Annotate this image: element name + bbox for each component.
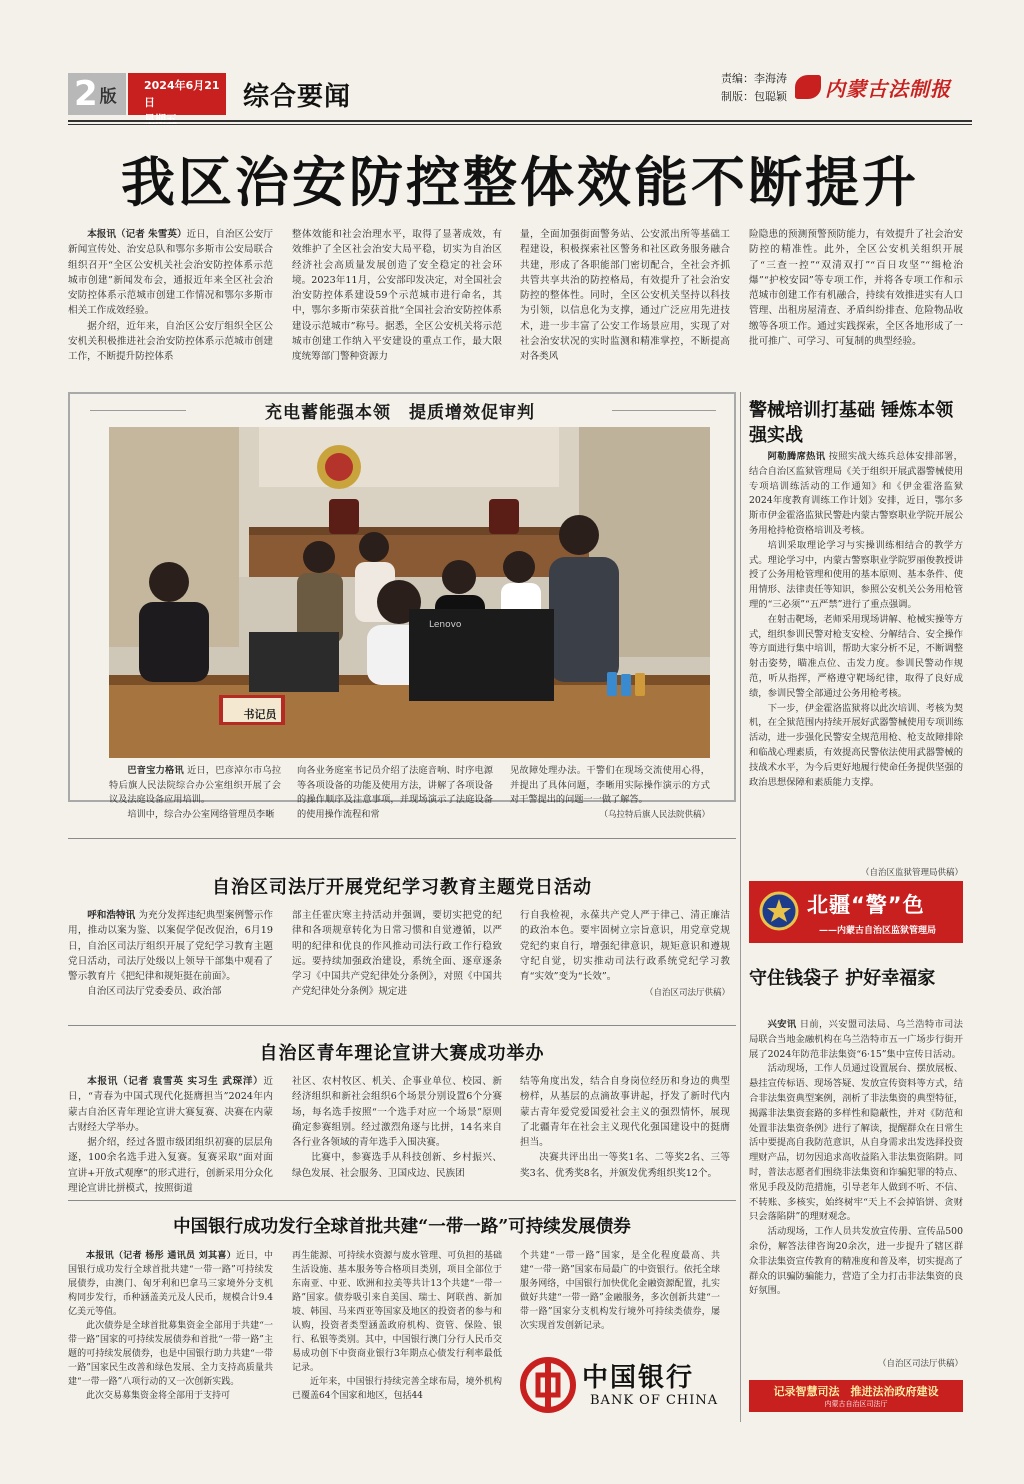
- bank-of-china-name-en: BANK OF CHINA: [590, 1393, 719, 1408]
- boc-bond-para-1: 近日，中国银行成功发行全球首批共建“一带一路”可持续发展债券，由澳门、匈牙利和巴拿马三家境外分支机构同步发行，币种涵盖美元及人民币，规模合计9.4亿美元等值。: [68, 1251, 273, 1317]
- youth-contest-para-4: 比赛中，参赛选手从科技创新、乡村振兴、绿色发展、社会服务、卫国戍边、民族团: [292, 1152, 502, 1179]
- youth-contest-column-3: [520, 1074, 730, 1181]
- lead-para-4: 量，全面加强街面警务站、公安派出所等基础工程建设，积极探索社区警务和社区政务服务融合共建，形成了各职能部门密切配合，全社会齐抓共管共享共治的防控格局，有效提升了社会治安防控的整体性。同时，全区公安机关坚持以科技为引领，以信息化为支撑，通过广泛应用先进技术，进一步丰富了公安工作场景应用，实现了对社会治安状况的实时监测和精准掌控，不断提高对各类风: [520, 229, 730, 363]
- paper-name: 内蒙古法制报: [825, 76, 951, 101]
- youth-contest-para-1: 近日，“青春为中国式现代化挺膺担当”2024年内蒙古自治区青年理论宣讲大赛复赛、决赛在内蒙古财经大学举办。: [68, 1076, 273, 1133]
- police-training-byline: 阿勒腾席热讯: [767, 451, 826, 462]
- police-training-para-4: 下一步，伊金霍洛监狱将以此次培训、考核为契机，在全狱范围内持续开展好武器警械使用专项训练活动，进一步强化民警安全规范用枪、枪支故障排除和临战心理素质，有效提高民警依法使用武器警械的技战术水平，为今后更好地履行使命任务提供坚强的政治思想保障和素质能力支撑。: [749, 702, 963, 788]
- date-box: [128, 73, 226, 115]
- finance-safety-byline: 兴安讯: [767, 1019, 797, 1030]
- editor-credits: [721, 70, 787, 106]
- bank-of-china-logo: [520, 1355, 720, 1415]
- brand-box: [749, 881, 963, 943]
- page-number: [68, 73, 126, 115]
- bottom-banner-sub: 内蒙古自治区司法厅: [824, 1400, 888, 1408]
- bank-of-china-name-cn: 中国银行: [582, 1363, 695, 1393]
- justice-dept-para-2: 自治区司法厅党委委员、政治部: [87, 986, 222, 998]
- page-unit: 版: [99, 86, 117, 107]
- section-rule: [68, 838, 736, 839]
- police-training-body: [749, 450, 963, 790]
- justice-dept-column-2: [292, 908, 502, 1000]
- photo-title-rule-left: [90, 410, 186, 411]
- boc-bond-byline: 本报讯（记者 杨彤 通讯员 刘其喜）: [86, 1251, 237, 1261]
- lead-para-3: 整体效能和社会治理水平，取得了显著成效，有效维护了全区社会治安大局平稳，切实为自治区经济社会高质量发展创造了安全稳定的社会环境。2023年11月，公安部印发决定，对全国社会治安防控体系建设59个示范城市进行命名，其中，鄂尔多斯市荣获首批“全国社会治安防控体系建设示范城市”称号。据悉，全区公安机关将示范城市创建工作纳入平安建设的重点工作，最大限度统筹部门警种资源力: [292, 229, 502, 363]
- justice-dept-credit: （自治区司法厅供稿）: [644, 988, 730, 999]
- lead-column-2: [292, 227, 502, 365]
- header-rule: [68, 120, 972, 122]
- justice-dept-headline: 自治区司法厅开展党纪学习教育主题党日活动: [212, 877, 592, 898]
- lead-para-1: 近日，自治区公安厅新闻宣传处、治安总队和鄂尔多斯市公安局联合组织召开“全区公安机关社会治安防控体系示范城市创建”新闻发布会，通报近年来全区社会治安防控体系示范城市创建工作情况和鄂尔多斯市相关工作成效经验。: [68, 229, 274, 317]
- youth-contest-para-3: 社区、农村牧区、机关、企事业单位、校园、新经济组织和新社会组织6个场景分别设置6个分赛场，每名选手按照“一个选手对应一个场景”原则确定参赛组别。经过激烈角逐与比拼，14名来自各行业各领域的青年选手入围决赛。: [292, 1076, 502, 1149]
- photo-caption-1b: 培训中，综合办公室网络管理员李晰: [127, 808, 275, 820]
- finance-safety-headline: 守住钱袋子 护好幸福家: [749, 968, 936, 989]
- lead-column-3: [520, 227, 730, 365]
- bank-of-china-icon: [520, 1357, 576, 1413]
- boc-bond-column-2: [292, 1249, 502, 1403]
- police-badge-icon: [759, 891, 799, 931]
- youth-contest-para-6: 决赛共评出出一等奖1名、二等奖2名、三等奖3名、优秀奖8名，并颁发优秀组织奖12个。: [520, 1152, 730, 1179]
- youth-contest-para-5: 结等角度出发，结合自身岗位经历和身边的典型榜样，从基层的点滴故事讲起，抒发了新时代内蒙古青年爱党爱国爱社会主义的强烈情怀，展现了北疆青年在社会主义现代化强国建设中的挺膺担当。: [520, 1076, 730, 1149]
- issue-date: 2024年6月21日: [144, 79, 220, 109]
- police-training-para-1: 按照实战大练兵总体安排部署，结合自治区监狱管理局《关于组织开展武器警械使用专项培训练活动的工作通知》和《伊金霍洛监狱2024年度教育训练工作计划》安排，近日，鄂尔多斯市伊金霍洛监狱民警赴内蒙古警察职业学院开展公务用枪持枪资格培训及考核。: [749, 451, 963, 536]
- justice-dept-para-3: 部主任霍庆寒主持活动并强调，要切实把党的纪律和各项规章转化为日常习惯和自觉遵循，以严明的纪律和优良的作风推动司法行政工作行稳致远。要持续加强政治建设，系统全面、逐章逐条学习《中国共产党纪律处分条例》，对照《中国共产党纪律处分条例》规定进: [292, 910, 502, 998]
- boc-bond-para-6: 个共建“一带一路”国家，是全化程度最高、共建“一带一路”国家布局最广的中资银行。依托全球服务网络，中国银行加快优化金融资源配置，扎实做好共建“一带一路”金融服务，多次创新共建“一带一路”国家分支机构发行境外可持续类债券，屡次实现首发创新记录。: [520, 1251, 720, 1331]
- bottom-banner-text: 记录智慧司法 推进法治政府建设: [773, 1385, 939, 1398]
- photo-caption-2: 向各业务庭室书记员介绍了法庭音响、时序电源等各项设备的功能及使用方法，讲解了各项设备的操作顺序及注意事项，并现场演示了法庭设备的使用操作流程和常: [297, 765, 493, 820]
- youth-contest-headline: 自治区青年理论宣讲大赛成功举办: [259, 1043, 545, 1064]
- police-training-credit: （自治区监狱管理局供稿）: [860, 868, 963, 878]
- boc-bond-column-3: [520, 1249, 720, 1333]
- column-divider: [740, 392, 741, 1422]
- finance-safety-credit: （自治区司法厅供稿）: [877, 1359, 963, 1369]
- photo-caption-byline: 巴音宝力格讯: [127, 765, 184, 776]
- lead-column-1: [68, 227, 273, 365]
- boc-bond-para-4: 再生能源、可持续水资源与废水管理、可负担的基础生活设施、基本服务等合格项目类别，项目全部位于东南亚、中亚、欧洲和拉美等共计13个共建“一带一路”国家。债券吸引来自美国、瑞士、阿联酋、新加坡、韩国、马来西亚等国家及地区的投资者的参与和认购，投资者类型涵盖政府机构、资管、保险、银行、私银等类别。其中，中国银行澳门分行人民币交易成功创下中资商业银行3年期点心债发行利率最低记录。: [292, 1251, 502, 1373]
- boc-bond-para-2: 此次债券是全球首批募集资金全部用于共建“一带一路”国家的可持续发展债券和首批“一带一路”主题的可持续发展债券，也是中国银行助力共建“一带一路”国家民生改善和绿色发展、全力支持高质量共建“一带一路”八项行动的又一次创新实践。: [68, 1321, 273, 1387]
- justice-dept-para-1: 为充分发挥违纪典型案例警示作用，推动以案为鉴、以案促学促改促治，6月19日，自治区司法厅组织开展了党纪学习教育主题党日活动，司法厅处级以上领导干部集中观看了警示教育片《把纪律和规矩挺在前面》。: [68, 910, 273, 983]
- lead-para-2: 据介绍，近年来，自治区公安厅组织全区公安机关积极推进社会治安防控体系示范城市创建工作，不断提升防控体系: [68, 320, 273, 363]
- paper-logo-icon: [795, 75, 821, 99]
- brand-box-subtitle: ——内蒙古自治区监狱管理局: [819, 926, 937, 936]
- photo-caption-1: 近日，巴彦淖尔市乌拉特后旗人民法院综合办公室组织开展了会议及法庭设备应用培训。: [109, 765, 282, 806]
- section-rule: [68, 1200, 736, 1201]
- finance-safety-para-3: 活动现场，工作人员共发放宣传册、宣传品500余份，解答法律咨询20余次，进一步提升了辖区群众非法集资宣传教育的精准度和普及率，切实提高了群众的识骗防骗能力，营造了全力打击非法集资的良好氛围。: [749, 1226, 963, 1297]
- page-number-digit: 2: [74, 74, 98, 114]
- editor-name: 责编：李海涛: [721, 72, 787, 85]
- bottom-banner: [749, 1380, 963, 1412]
- photo-caption-credit: （乌拉特后旗人民法院供稿）: [599, 809, 710, 820]
- police-training-headline: 警械培训打基础 锤炼本领强实战: [749, 400, 954, 446]
- photo-caption-column-3: [510, 764, 710, 822]
- youth-contest-column-2: [292, 1074, 502, 1181]
- finance-safety-body: [749, 1018, 963, 1299]
- lead-column-4: [749, 227, 963, 349]
- boc-bond-column-1: [68, 1249, 273, 1403]
- nameplate-text: 书记员: [243, 708, 277, 721]
- header-rule-thin: [68, 124, 972, 125]
- courtroom-training-photo: [109, 427, 710, 758]
- youth-contest-byline: 本报讯（记者 袁雪英 实习生 武琛洋）: [87, 1076, 264, 1087]
- boc-bond-para-3: 此次交易募集资金将全部用于支持可: [86, 1391, 231, 1401]
- lead-byline: 本报讯（记者 朱雪英）: [87, 229, 187, 240]
- brand-box-title: 北疆“警”色: [807, 893, 925, 917]
- justice-dept-column-3: [520, 908, 730, 1002]
- boc-bond-para-5: 近年来，中国银行持续完善全球布局，境外机构已覆盖64个国家和地区，包括44: [292, 1377, 502, 1401]
- photo-caption-3: 见故障处理办法。干警们在现场交流使用心得，并提出了具体问题，李晰用实际操作演示的方式对干警提出的问题一一做了解答。: [510, 765, 710, 806]
- justice-dept-column-1: [68, 908, 273, 1000]
- photo-caption-column-2: [297, 764, 493, 822]
- police-training-para-3: 在射击靶场，老师采用现场讲解、枪械实操等方式，组织参训民警对枪支安检、分解结合、安全操作等方面进行集中培训，帮助大家分析不足，不断调整射击姿势，瞄准点位、击发力度。参训民警动作规范，听从指挥，严格遵守靶场纪律，取得了良好成绩，参训民警全部通过公务用枪考核。: [749, 613, 963, 699]
- finance-safety-para-1: 日前，兴安盟司法局、乌兰浩特市司法局联合当地金融机构在乌兰浩特市五一广场步行街开展了2024年防范非法集资“6·15”集中宣传日活动。: [749, 1019, 963, 1060]
- photo-caption-column-1: [109, 764, 281, 822]
- boc-bond-headline: 中国银行成功发行全球首批共建“一带一路”可持续发展债券: [173, 1217, 631, 1237]
- paper-logo: [795, 72, 973, 102]
- youth-contest-para-2: 据介绍，经过各盟市级团组织初赛的层层角逐，100余名选手进入复赛。复赛采取“面对面宣讲+开放式观摩”的形式进行，创新采用分众化理论宣讲比拼模式，按照街道: [68, 1137, 273, 1195]
- finance-safety-para-2: 活动现场，工作人员通过设置展台、摆放展板、悬挂宣传标语、现场答疑、发放宣传资料等方式，结合非法集资典型案例，剖析了非法集资的典型特征，揭露非法集资套路的多样性和隐蔽性，并对《防范和处置非法集资条例》进行了解读，提醒群众在日常生活中要提高自我防范意识，从自身需求出发选择投资理财产品，切勿因追求高收益陷入非法集资陷阱。同时，普法志愿者们围绕非法集资和诈骗犯罪的特点、常见手段及防范措施，引导老年人做到不听、不信、不转账、多核实，始终树牢“天上不会掉馅饼、贪财只会落陷阱”的理财观念。: [749, 1063, 963, 1223]
- section-title: 综合要闻: [243, 82, 352, 112]
- photo-title-rule-right: [612, 410, 716, 411]
- photo-feature-title: 充电蓄能强本领 提质增效促审判: [265, 403, 535, 423]
- svg-text:Lenovo: Lenovo: [429, 620, 462, 630]
- photo-illustration: [109, 427, 710, 758]
- justice-dept-para-4: 行自我检视，永葆共产党人严于律己、清正廉洁的政治本色。要牢固树立宗旨意识，用党章党规党纪约束自行，增强纪律意识，规矩意识和遵规守纪自觉，切实推动司法行政系统党纪学习教育“实效”变为“长效”。: [520, 910, 730, 983]
- producer-name: 制版：包聪颖: [721, 90, 787, 103]
- section-rule: [68, 1025, 736, 1026]
- youth-contest-column-1: [68, 1074, 273, 1196]
- justice-dept-byline: 呼和浩特讯: [87, 910, 136, 921]
- lead-headline: 我区治安防控整体效能不断提升: [121, 150, 919, 214]
- police-training-para-2: 培训采取理论学习与实操训练相结合的教学方式。理论学习中，内蒙古警察职业学院罗丽俊教授讲授了公务用枪管理和使用的基本原则、基本条件、使用情形、法律责任等知识，参照公安机关公务用枪管理的“三必须”“五严禁”进行了重点强调。: [749, 539, 963, 610]
- lead-para-5: 险隐患的预测预警预防能力，有效提升了社会治安防控的精准性。此外，全区公安机关组织开展了“三查一控”“双清双打”“百日攻坚”“缉枪治爆”“护校安园”等专项工作，并将各专项工作和示范城市创建工作有机融合，持续有效推进实有人口管理、出租房屋清查、矛盾纠纷排查、危险物品收缴等各项工作。通过实践探索，全区各地形成了一批可推广、可学习、可复制的典型经验。: [749, 229, 963, 348]
